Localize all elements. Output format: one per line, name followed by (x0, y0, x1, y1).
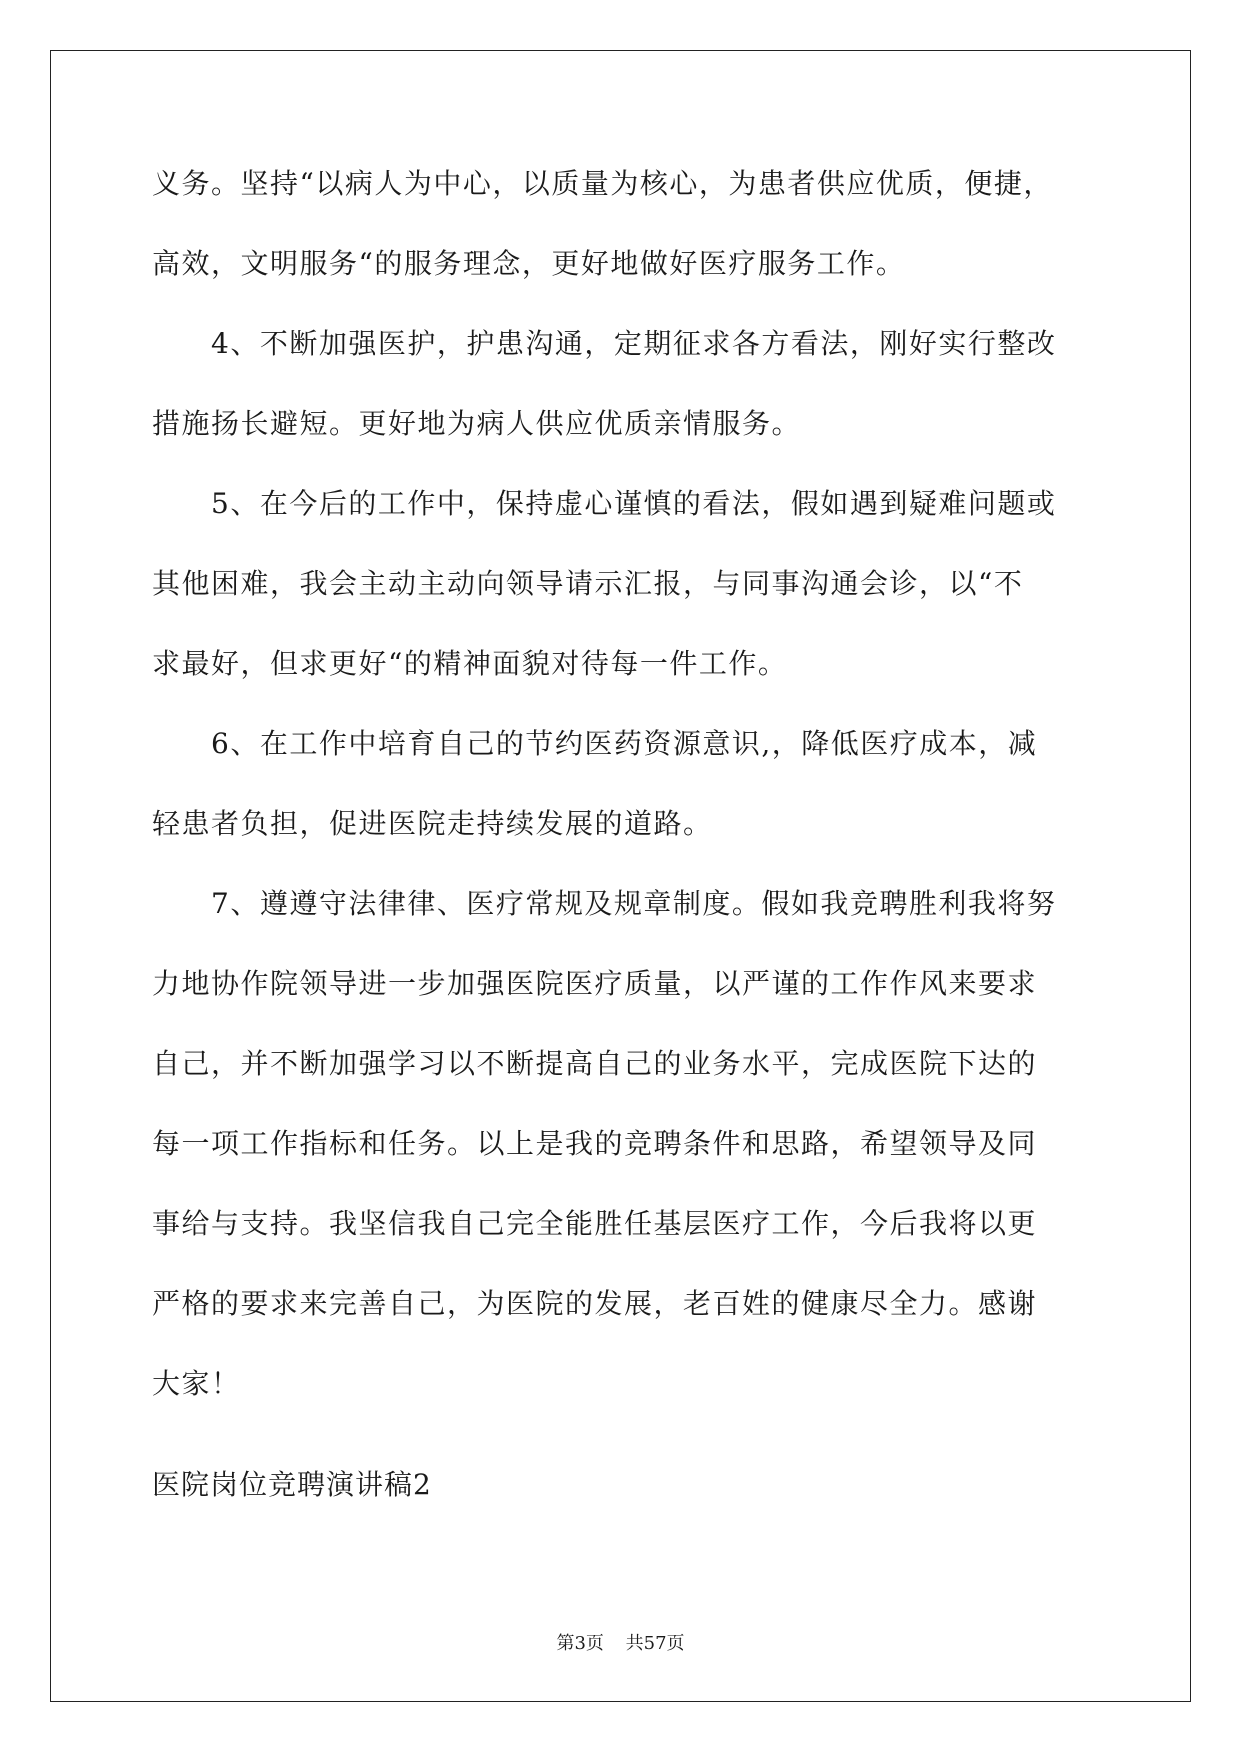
text-line: 自己，并不断加强学习以不断提高自己的业务水平，完成医院下达的 (152, 1047, 1038, 1080)
document-body (152, 162, 1092, 1442)
text-line: 大家！ (152, 1367, 241, 1400)
page-footer (0, 1629, 1241, 1655)
text-line: 5、在今后的工作中，保持虚心谨慎的看法，假如遇到疑难问题或 (152, 487, 1057, 520)
text-line: 事给与支持。我坚信我自己完全能胜任基层医疗工作，今后我将以更 (152, 1207, 1038, 1240)
section-subtitle: 医院岗位竞聘演讲稿2 (152, 1468, 432, 1501)
text-line: 高效，文明服务“的服务理念，更好地做好医疗服务工作。 (152, 247, 906, 280)
text-line: 4、不断加强医护，护患沟通，定期征求各方看法，刚好实行整改 (152, 327, 1057, 360)
text-line: 每一项工作指标和任务。以上是我的竞聘条件和思路，希望领导及同 (152, 1127, 1038, 1160)
text-line: 力地协作院领导进一步加强医院医疗质量，以严谨的工作作风来要求 (152, 967, 1038, 1000)
page-number-total: 共57页 (625, 1633, 685, 1654)
text-line: 措施扬长避短。更好地为病人供应优质亲情服务。 (152, 407, 802, 440)
text-line: 其他困难，我会主动主动向领导请示汇报，与同事沟通会诊，以“不 (152, 567, 1024, 600)
text-line: 7、遵遵守法律律、医疗常规及规章制度。假如我竞聘胜利我将努 (152, 887, 1057, 920)
text-line: 轻患者负担，促进医院走持续发展的道路。 (152, 807, 713, 840)
page-number-current: 第3页 (556, 1633, 604, 1654)
text-line: 6、在工作中培育自己的节约医药资源意识,，降低医疗成本，减 (152, 727, 1038, 760)
text-line: 严格的要求来完善自己，为医院的发展，老百姓的健康尽全力。感谢 (152, 1287, 1038, 1320)
text-line: 义务。坚持“以病人为中心，以质量为核心，为患者供应优质，便捷， (152, 167, 1053, 200)
text-line: 求最好，但求更好“的精神面貌对待每一件工作。 (152, 647, 788, 680)
